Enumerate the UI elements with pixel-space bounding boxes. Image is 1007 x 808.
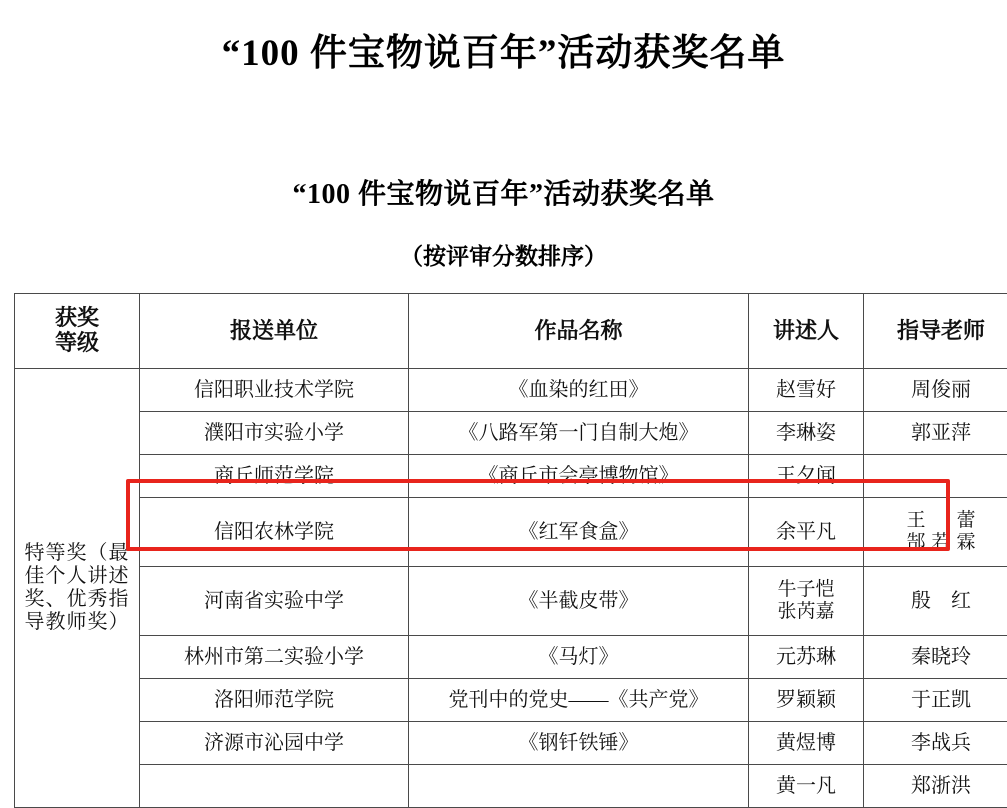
cell-mentor: 郑浙洪 [864,765,1007,808]
cell-unit: 济源市沁园中学 [140,722,409,765]
cell-teller [749,567,864,636]
cell-unit: 河南省实验中学 [140,567,409,636]
cell-teller: 黄一凡 [749,765,864,808]
table-row [15,567,1007,636]
table-header [15,294,1007,369]
cell-teller: 元苏琳 [749,636,864,679]
column-header-work: 作品名称 [409,294,749,369]
cell-teller: 罗颖颖 [749,679,864,722]
table-row [15,636,1007,679]
cell-work: 《血染的红田》 [409,369,749,412]
cell-mentor-line2: 郜若霖 [866,532,1007,554]
cell-unit: 林州市第二实验小学 [140,636,409,679]
cell-work: 《红军食盒》 [409,498,749,567]
sort-note: （按评审分数排序） [0,238,1007,271]
table-row [15,455,1007,498]
column-header-grade [15,294,140,369]
table-row-partial [15,765,1007,808]
column-header-unit: 报送单位 [140,294,409,369]
column-header-grade-line1: 获奖 [17,306,137,331]
page-title: “100 件宝物说百年”活动获奖名单 [0,22,1007,76]
table-row-highlighted [15,498,1007,567]
column-header-grade-line2: 等级 [17,331,137,356]
table-header-row [15,294,1007,369]
cell-unit: 信阳农林学院 [140,498,409,567]
cell-unit: 信阳职业技术学院 [140,369,409,412]
cell-teller: 余平凡 [749,498,864,567]
cell-work [409,765,749,808]
table-row [15,369,1007,412]
document-page [0,22,1007,737]
table-row [15,679,1007,722]
cell-work: 《半截皮带》 [409,567,749,636]
award-table-wrapper [14,293,993,808]
cell-mentor-line1: 王 蕾 [866,510,1007,532]
cell-unit [140,765,409,808]
table-row [15,412,1007,455]
cell-work: 《八路军第一门自制大炮》 [409,412,749,455]
cell-teller: 黄煜博 [749,722,864,765]
column-header-mentor: 指导老师 [864,294,1007,369]
cell-work: 党刊中的党史——《共产党》 [409,679,749,722]
cell-mentor: 郭亚萍 [864,412,1007,455]
table-row [15,722,1007,765]
cell-teller-line2: 张芮嘉 [751,601,861,623]
cell-work: 《钢钎铁锤》 [409,722,749,765]
cell-mentor: 李战兵 [864,722,1007,765]
cell-unit: 濮阳市实验小学 [140,412,409,455]
cell-work: 《商丘市会亭博物馆》 [409,455,749,498]
cell-teller: 王夕闻 [749,455,864,498]
column-header-teller: 讲述人 [749,294,864,369]
cell-unit: 商丘师范学院 [140,455,409,498]
section-title: “100 件宝物说百年”活动获奖名单 [0,172,1007,212]
grade-cell: 特等奖（最佳个人讲述奖、优秀指导教师奖） [15,369,140,808]
cell-mentor: 殷 红 [864,567,1007,636]
table-body [15,369,1007,808]
award-table [14,293,1007,808]
cell-mentor: 秦晓玲 [864,636,1007,679]
cell-mentor [864,498,1007,567]
cell-teller: 赵雪好 [749,369,864,412]
cell-teller: 李琳姿 [749,412,864,455]
cell-teller-line1: 牛子恺 [751,579,861,601]
cell-mentor: 周俊丽 [864,369,1007,412]
cell-mentor: 于正凯 [864,679,1007,722]
cell-work: 《马灯》 [409,636,749,679]
cell-mentor [864,455,1007,498]
cell-unit: 洛阳师范学院 [140,679,409,722]
